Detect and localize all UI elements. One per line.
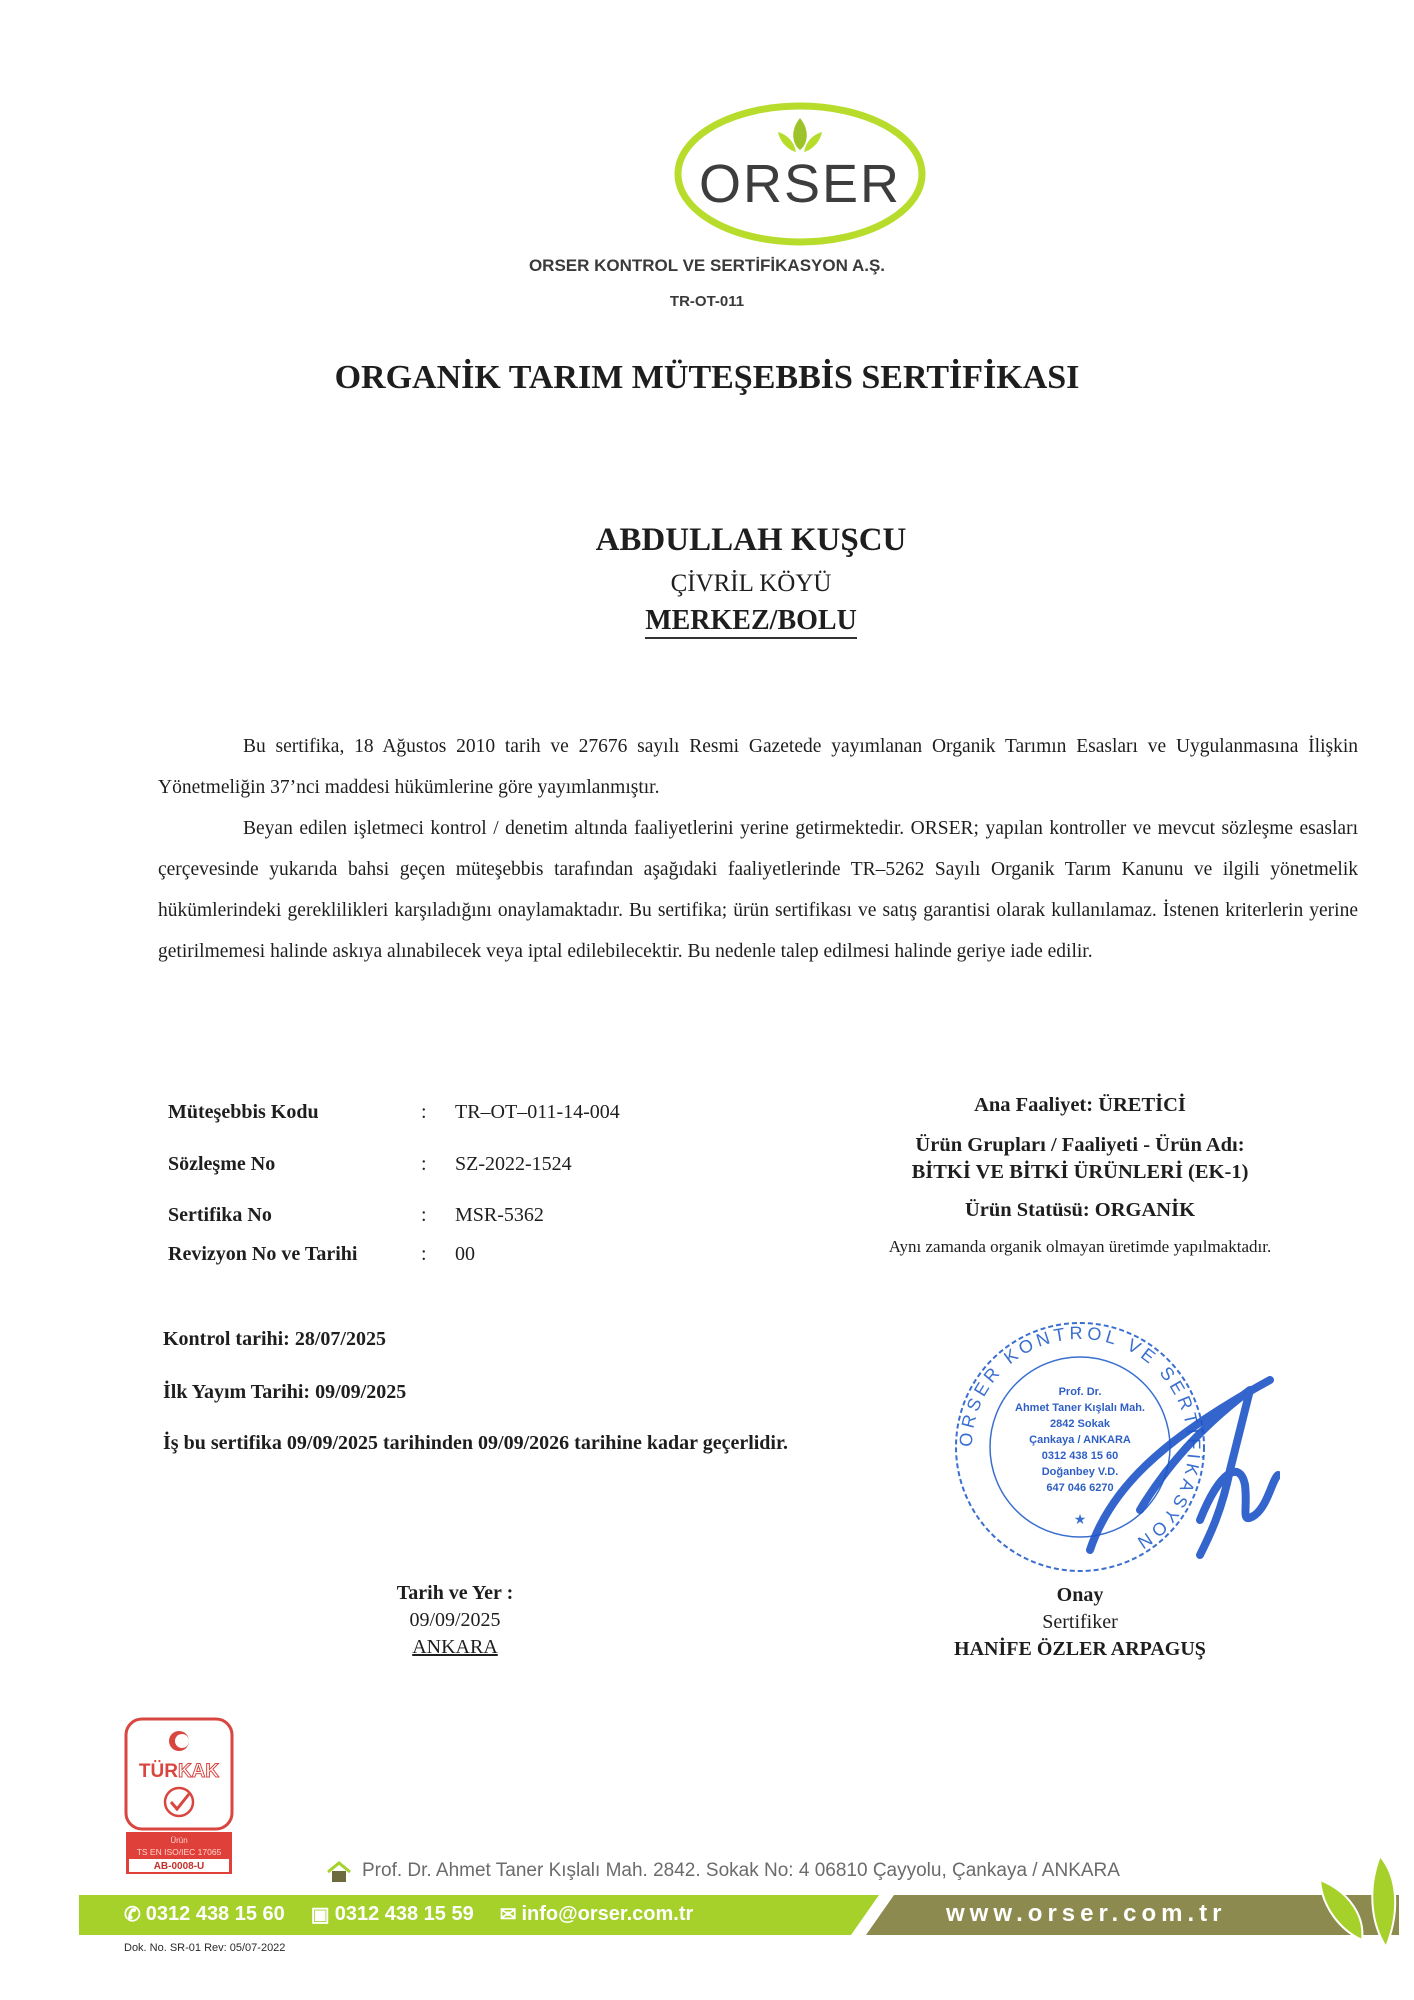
footer-phone[interactable]: ✆ 0312 438 15 60 [124, 1897, 285, 1932]
issue-date: 09/09/2025 [409, 1609, 501, 1631]
info-colon: : [421, 1243, 427, 1265]
date-place-label: Tarih ve Yer : [396, 1582, 514, 1604]
info-value: TR–OT–011-14-004 [455, 1101, 620, 1123]
stamp-line: 0312 438 15 60 [1041, 1450, 1119, 1462]
stamp-line: 647 046 6270 [1046, 1482, 1114, 1494]
info-label: Sözleşme No [168, 1153, 276, 1175]
turkak-standard: TS EN ISO/IEC 17065 [136, 1847, 222, 1857]
svg-text:TÜRKAK [139, 1761, 220, 1782]
turkak-accreditation-mark [123, 1716, 235, 1874]
leaf-icon [793, 118, 807, 150]
holder-city [0, 605, 1414, 637]
mail-icon: ✉ [499, 1904, 517, 1927]
main-activity: Ana Faaliyet: ÜRETİCİ [974, 1094, 1186, 1116]
document-number: Dok. No. SR-01 Rev: 05/07-2022 [124, 1942, 286, 1954]
issue-city: ANKARA [412, 1636, 498, 1658]
info-colon: : [421, 1204, 427, 1226]
control-date: Kontrol tarihi: 28/07/2025 [163, 1328, 386, 1350]
info-row-contract-no [168, 1153, 728, 1183]
product-status: Ürün Statüsü: ORGANİK [964, 1199, 1196, 1221]
stamp-line: Ahmet Taner Kışlalı Mah. [1015, 1402, 1145, 1414]
date-place-block [340, 1580, 570, 1661]
footer-email[interactable]: ✉ info@orser.com.tr [500, 1897, 694, 1932]
footer-address [362, 1860, 1120, 1882]
info-value: SZ-2022-1524 [455, 1153, 572, 1175]
stamp-line: 2842 Sokak [1050, 1418, 1110, 1430]
body-paragraph-1: Bu sertifika, 18 Ağustos 2010 tarih ve 27676 sayılı Resmi Gazetede yayımlanan Organik Tarımın Esasları ve Uygulanmasına İlişkin Yönetmeliğin 37’nci maddesi hükümlerine göre yayımlanmıştır. [158, 736, 1358, 798]
holder-city-text: MERKEZ/BOLU [645, 605, 857, 639]
logo-text: ORSER [698, 154, 902, 214]
certificate-body [158, 726, 1358, 972]
stamp-line: Doğanbey V.D. [1041, 1466, 1119, 1478]
info-colon: : [421, 1153, 427, 1175]
turkak-text-a: TÜR [138, 1761, 178, 1782]
approval-label: Onay [1056, 1584, 1104, 1606]
stamp-star-icon: ★ [1073, 1513, 1087, 1528]
info-value: MSR-5362 [455, 1204, 544, 1226]
signer-block [900, 1582, 1260, 1663]
footer-website[interactable]: www.orser.com.tr [946, 1900, 1227, 1927]
stamp-line: Çankaya / ANKARA [1029, 1434, 1131, 1446]
footer-contact-row [124, 1897, 719, 1932]
document-title: ORGANİK TARIM MÜTEŞEBBİS SERTİFİKASI [334, 359, 1080, 396]
home-icon [326, 1861, 352, 1883]
footer-address-text: Prof. Dr. Ahmet Taner Kışlalı Mah. 2842. Sokak No: 4 06810 Çayyolu, Çankaya / ANKARA [362, 1860, 1120, 1881]
turkak-code: AB-0008-U [153, 1861, 205, 1872]
info-value: 00 [455, 1243, 475, 1265]
info-label: Müteşebbis Kodu [168, 1101, 319, 1123]
info-label: Revizyon No ve Tarihi [168, 1243, 358, 1265]
turkak-text-b: KAK [177, 1761, 220, 1782]
footer-leaves-icon [1300, 1852, 1414, 1952]
holder-village: ÇİVRİL KÖYÜ [670, 570, 832, 597]
holder-name: ABDULLAH KUŞCU [595, 522, 907, 558]
signer-role: Sertifiker [1042, 1611, 1118, 1633]
stamp-line: Prof. Dr. [1058, 1386, 1102, 1398]
info-label: Sertifika No [168, 1204, 272, 1226]
signer-name: HANİFE ÖZLER ARPAGUŞ [954, 1638, 1206, 1660]
info-row-revision [168, 1243, 728, 1273]
company-code: TR-OT-011 [669, 293, 745, 310]
info-colon: : [421, 1101, 427, 1123]
body-paragraph-2: Beyan edilen işletmeci kontrol / denetim altında faaliyetlerini yerine getirmektedir. ORSER; yapılan kontroller ve mevcut sözleşme esasları çerçevesinde yukarıda bahsi geçen müteşebbis tarafından aşağıdaki faaliyetlerinde TR–5262 Sayılı Organik Tarım Kanunu ve ilgili yönetmelik hükümlerindeki gereklilikleri karşıladığını onaylamaktadır. Bu sertifika; ürün sertifikası ve satış garantisi olarak kullanılamaz. İstenen kriterlerin yerine getirilmemesi halinde askıya alınabilecek veya iptal edilebilecektir. Bu nedenle talep edilmesi halinde geriye iade edilir. [158, 818, 1358, 962]
validity-statement: İş bu sertifika 09/09/2025 tarihinden 09/09/2026 tarihine kadar geçerlidir. [163, 1432, 789, 1454]
product-groups-label: Ürün Grupları / Faaliyeti - Ürün Adı: [915, 1134, 1245, 1156]
stamp-ring-text: ORSER KONTROL VE SERTİFİKASYON [955, 1322, 1205, 1555]
product-groups-value: BİTKİ VE BİTKİ ÜRÜNLERİ (EK-1) [911, 1161, 1249, 1183]
footer-fax: ▣ 0312 438 15 59 [311, 1897, 474, 1932]
company-name: ORSER KONTROL VE SERTİFİKASYON A.Ş. [528, 256, 886, 275]
phone-icon: ✆ [124, 1904, 141, 1927]
signature [1080, 1360, 1280, 1560]
info-row-certificate-no [168, 1204, 728, 1234]
orser-logo [672, 98, 928, 246]
first-issue-date: İlk Yayım Tarihi: 09/09/2025 [163, 1381, 407, 1403]
fax-icon: ▣ [310, 1904, 330, 1927]
activity-block [820, 1094, 1340, 1257]
info-row-entrepreneur-code [168, 1101, 728, 1131]
non-organic-note: Aynı zamanda organik olmayan üretimde yapılmaktadır. [888, 1237, 1272, 1256]
turkak-scope: Ürün [170, 1836, 188, 1845]
